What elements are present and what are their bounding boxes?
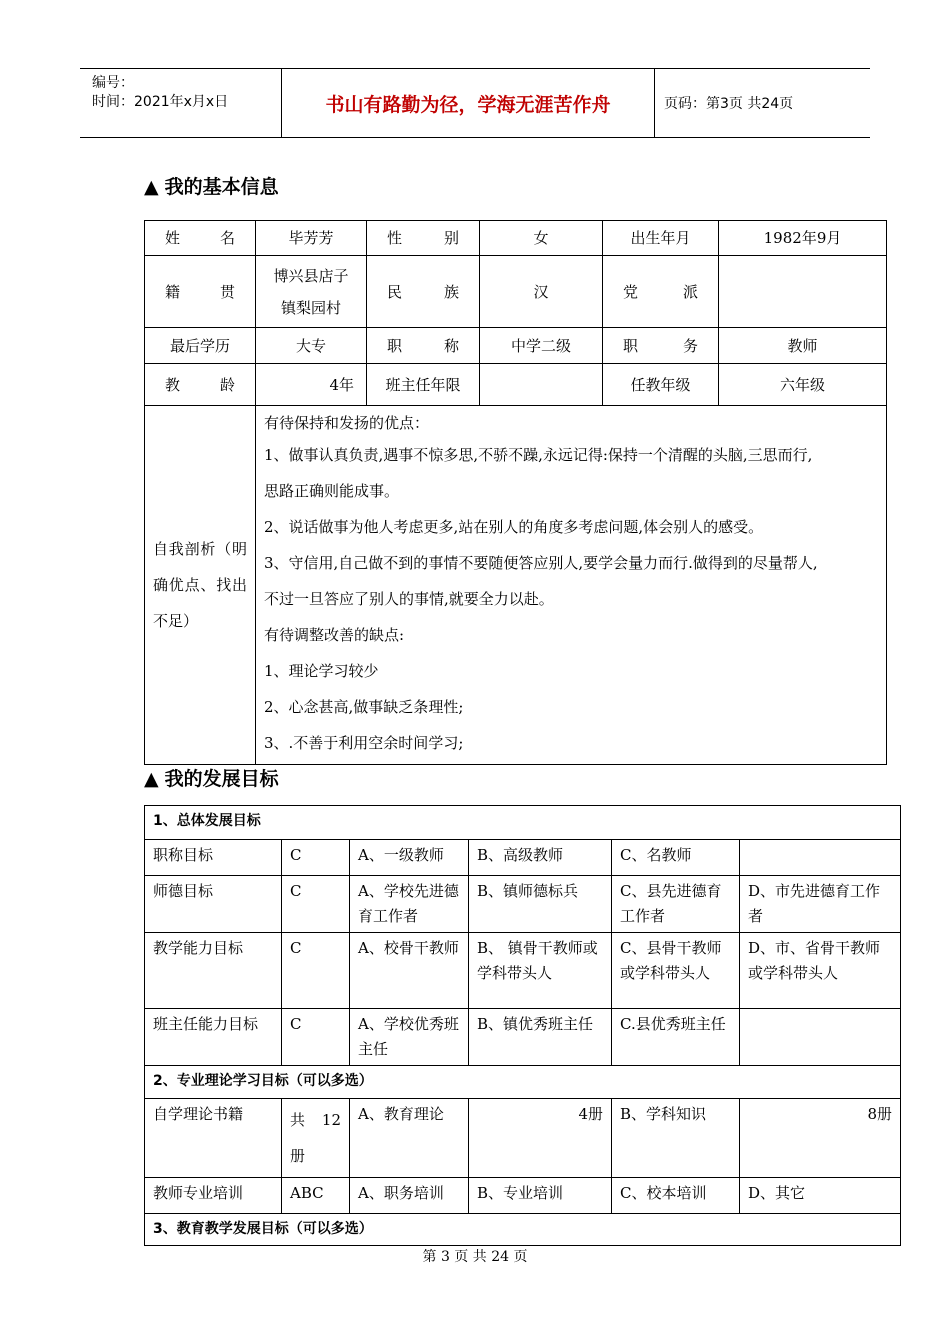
training-label: 教师专业培训 xyxy=(145,1178,282,1214)
goal-row-label: 班主任能力目标 xyxy=(145,1009,282,1066)
goal-section-overall: 1、总体发展目标 xyxy=(145,806,901,840)
post-label: 职 务 xyxy=(603,328,719,364)
self-line: 2、说话做事为他人考虑更多,站在别人的角度多考虑问题,体会别人的感受。 xyxy=(264,518,764,536)
section-title-text: 我的基本信息 xyxy=(164,176,279,198)
birth-label: 出生年月 xyxy=(603,221,719,256)
number-label: 编号： xyxy=(92,75,134,91)
triangle-icon: ▲ xyxy=(144,176,159,198)
development-goals-table xyxy=(144,805,901,1246)
self-line: 不过一旦答应了别人的事情,就要全力以赴。 xyxy=(264,590,554,608)
page-footer: 第 3 页 共 24 页 xyxy=(422,1249,528,1265)
books-count: 共 12 册 xyxy=(282,1099,350,1178)
teaching-years-value: 4年 xyxy=(256,364,367,406)
goal-row-label: 师德目标 xyxy=(145,876,282,933)
goal-option-a: A、校骨干教师 xyxy=(350,933,469,1009)
goal-option-c: C、县先进德育工作者 xyxy=(612,876,740,933)
native-label: 籍 贯 xyxy=(145,256,256,328)
header-meta xyxy=(80,69,281,137)
goal-section-teaching: 3、教育教学发展目标（可以多选） xyxy=(145,1214,901,1246)
head-teacher-years-value xyxy=(480,364,603,406)
self-analysis-content xyxy=(256,406,887,765)
goal-option-c: C.县优秀班主任 xyxy=(612,1009,740,1066)
books-option-a-count: 4册 xyxy=(469,1099,612,1178)
self-line: 2、心念甚高,做事缺乏条理性; xyxy=(264,698,464,716)
goal-option-b: B、镇优秀班主任 xyxy=(469,1009,612,1066)
birth-value: 1982年9月 xyxy=(719,221,887,256)
goal-option-b: B、高级教师 xyxy=(469,840,612,876)
goal-row-choice: C xyxy=(282,933,350,1009)
party-label: 党 派 xyxy=(603,256,719,328)
self-line: 1、理论学习较少 xyxy=(264,662,379,680)
head-teacher-years-label: 班主任年限 xyxy=(367,364,480,406)
grade-label: 任教年级 xyxy=(603,364,719,406)
goal-row-choice: C xyxy=(282,876,350,933)
education-label: 最后学历 xyxy=(145,328,256,364)
title-label: 职 称 xyxy=(367,328,480,364)
education-value: 大专 xyxy=(256,328,367,364)
books-label: 自学理论书籍 xyxy=(145,1099,282,1178)
self-line: 3、守信用,自己做不到的事情不要随便答应别人,要学会量力而行.做得到的尽量帮人, xyxy=(264,554,818,572)
native-value: 博兴县店子 镇梨园村 xyxy=(256,256,367,328)
goal-section-theory: 2、专业理论学习目标（可以多选） xyxy=(145,1066,901,1099)
name-value: 毕芳芳 xyxy=(256,221,367,256)
goal-option-c: C、县骨干教师或学科带头人 xyxy=(612,933,740,1009)
motto: 书山有路勤为径，学海无涯苦作舟 xyxy=(281,69,655,137)
teaching-years-label: 教 龄 xyxy=(145,364,256,406)
basic-info-table xyxy=(144,220,887,765)
self-line: 思路正确则能成事。 xyxy=(264,482,400,500)
gender-label: 性 别 xyxy=(367,221,480,256)
page-header xyxy=(80,68,870,138)
title-value: 中学二级 xyxy=(480,328,603,364)
books-option-b: B、学科知识 xyxy=(612,1099,740,1178)
books-option-b-count: 8册 xyxy=(740,1099,901,1178)
books-option-a: A、教育理论 xyxy=(350,1099,469,1178)
ethnic-value: 汉 xyxy=(480,256,603,328)
training-option-c: C、校本培训 xyxy=(612,1178,740,1214)
self-line: 有待保持和发扬的优点： xyxy=(264,414,430,432)
goal-option-d: D、市先进德育工作者 xyxy=(740,876,901,933)
grade-value: 六年级 xyxy=(719,364,887,406)
name-label: 姓 名 xyxy=(145,221,256,256)
self-line: 有待调整改善的缺点: xyxy=(264,626,405,644)
goal-option-b: B、镇师德标兵 xyxy=(469,876,612,933)
goal-option-d xyxy=(740,1009,901,1066)
goal-option-d: D、市、省骨干教师或学科带头人 xyxy=(740,933,901,1009)
goal-row-label: 教学能力目标 xyxy=(145,933,282,1009)
training-option-b: B、专业培训 xyxy=(469,1178,612,1214)
training-choice: ABC xyxy=(282,1178,350,1214)
training-option-d: D、其它 xyxy=(740,1178,901,1214)
party-value xyxy=(719,256,887,328)
goal-row-choice: C xyxy=(282,840,350,876)
section-title-basic-info xyxy=(144,172,279,199)
time-label: 时间：2021年x月x日 xyxy=(92,94,229,110)
ethnic-label: 民 族 xyxy=(367,256,480,328)
goal-option-a: A、一级教师 xyxy=(350,840,469,876)
gender-value: 女 xyxy=(480,221,603,256)
self-line: 1、做事认真负责,遇事不惊多思,不骄不躁,永远记得:保持一个清醒的头脑,三思而行, xyxy=(264,446,813,464)
self-analysis-label: 自我剖析（明确优点、找出不足） xyxy=(145,406,256,765)
goal-option-d xyxy=(740,840,901,876)
goal-row-choice: C xyxy=(282,1009,350,1066)
post-value: 教师 xyxy=(719,328,887,364)
triangle-icon: ▲ xyxy=(144,768,159,790)
self-line: 3、.不善于利用空余时间学习; xyxy=(264,734,464,752)
page-info: 页码：第3页 共24页 xyxy=(664,96,794,112)
goal-option-a: A、学校先进德育工作者 xyxy=(350,876,469,933)
training-option-a: A、职务培训 xyxy=(350,1178,469,1214)
section-title-goals xyxy=(144,764,279,791)
goal-option-a: A、学校优秀班主任 xyxy=(350,1009,469,1066)
section-title-text: 我的发展目标 xyxy=(164,768,279,790)
goal-option-b: B、 镇骨干教师或学科带头人 xyxy=(469,933,612,1009)
goal-option-c: C、名教师 xyxy=(612,840,740,876)
goal-row-label: 职称目标 xyxy=(145,840,282,876)
